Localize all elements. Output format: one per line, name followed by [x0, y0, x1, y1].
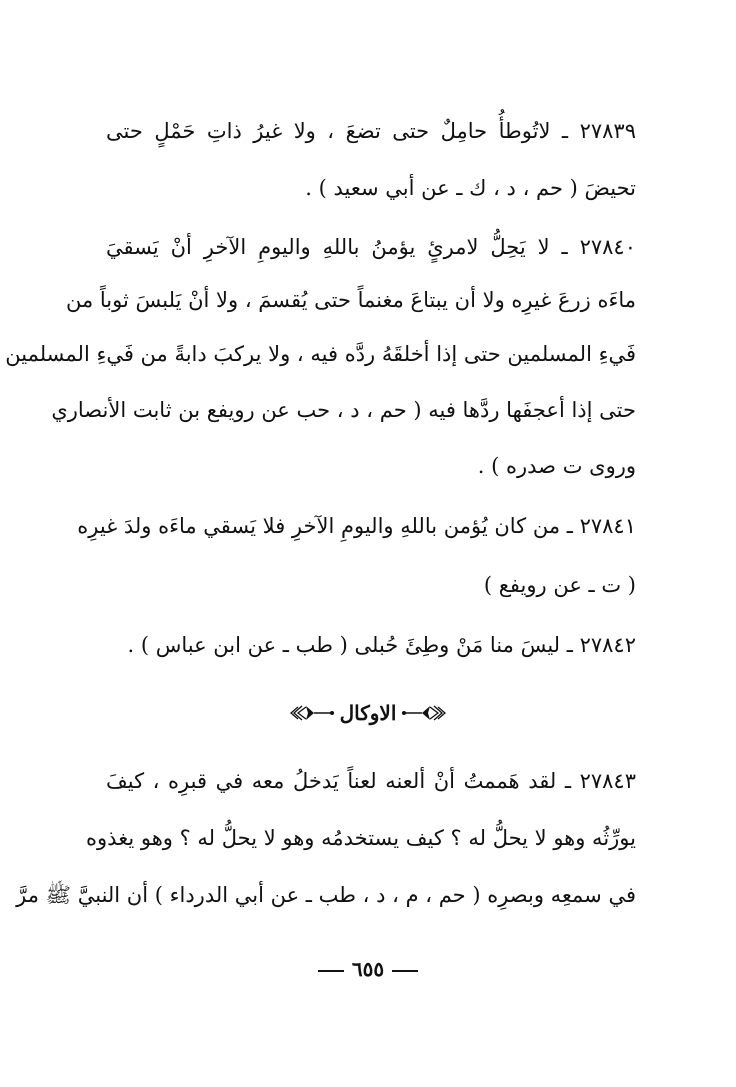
- page-number-text: ٦٥٥: [351, 957, 385, 981]
- section-heading: [0, 698, 736, 730]
- hadith-27840-line-5: وروى ت صدره ) .: [477, 454, 636, 478]
- hadith-27842-line-1: ٢٧٨٤٢ ـ ليسَ منا مَنْ وطِئَ حُبلى ( طب ـ عن ابن عباس ) .: [127, 633, 636, 657]
- hadith-27840-line-3: فَيءِ المسلمين حتى إذا أخلقَهُ ردَّه فيه ، ولا يركبَ دابةً من فَيءِ المسلمين: [5, 342, 636, 366]
- hadith-27841-line-1: ٢٧٨٤١ ـ من كان يُؤمن باللهِ واليومِ الآخرِ فلا يَسقي ماءَه ولدَ غيرِه: [77, 514, 636, 538]
- hadith-27840-line-1: ٢٧٨٤٠ ـ لا يَحِلُّ لامرئٍ يؤمنُ باللهِ واليومِ الآخرِ أنْ يَسقيَ: [106, 235, 636, 259]
- ornament-left-icon: [290, 700, 336, 730]
- hadith-27843-line-2: يورِّثُه وهو لا يحلُّ له ؟ كيف يستخدمُه وهو لا يحلُّ له ؟ وهو يغذوه: [86, 826, 636, 850]
- hadith-27843-line-3: في سمعِه وبصرِه ( حم ، م ، د ، طب ـ عن أبي الدرداء ) أن النبيَّ ﷺ مرَّ: [16, 883, 636, 907]
- page-number-dash-right: [392, 970, 418, 972]
- page-number-dash-left: [318, 970, 344, 972]
- ornament-right-icon: [400, 700, 446, 730]
- hadith-27841-line-2: ( ت ـ عن رويفع ): [483, 573, 636, 597]
- hadith-27840-line-4: حتى إذا أعجفَها ردَّها فيه ( حم ، د ، حب عن رويفع بن ثابت الأنصاري: [51, 398, 636, 422]
- hadith-27839-line-1: ٢٧٨٣٩ ـ لاتُوطأُ حامِلٌ حتى تضعَ ، ولا غيرُ ذاتِ حَمْلٍ حتى: [106, 119, 636, 143]
- hadith-27843-line-1: ٢٧٨٤٣ ـ لقد هَممتُ أنْ ألعنه لعناً يَدخلُ معه في قبرِه ، كيفَ: [106, 769, 636, 793]
- page-number: [0, 954, 736, 984]
- hadith-27839-line-2: تحيضَ ( حم ، د ، ك ـ عن أبي سعيد ) .: [305, 176, 636, 200]
- hadith-27840-line-2: ماءَه زرعَ غيرِه ولا أن يبتاعَ مغنماً حتى يُقسمَ ، ولا أنْ يَلبسَ ثوباً من: [65, 288, 636, 312]
- section-heading-text: الاوكال: [339, 701, 397, 725]
